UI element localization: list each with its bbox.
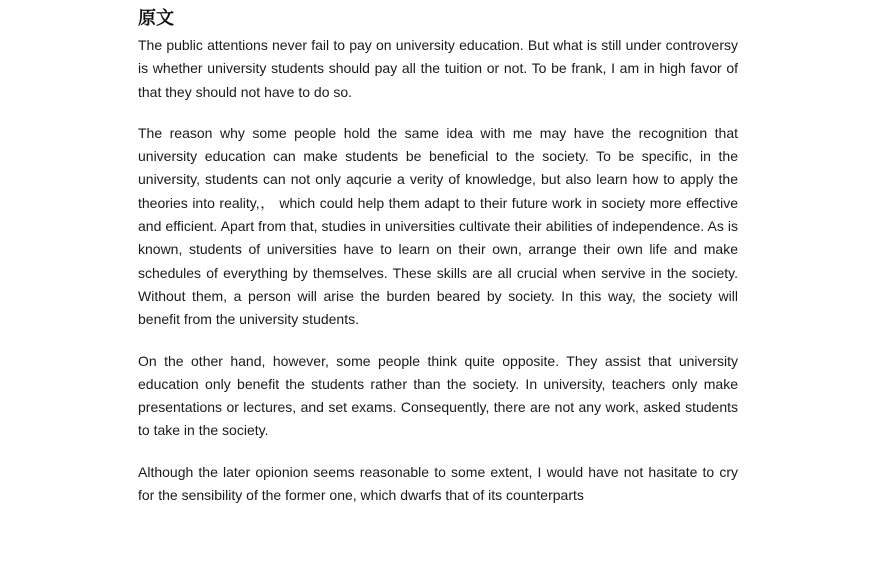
document-heading: 原文 [138, 8, 174, 29]
paragraph-intro: The public attentions never fail to pay on university education. But what is still under controversy is whether university students should pay all the tuition or not. To be frank, I am in high favor of that they should not have to do so. [138, 37, 738, 100]
document-body [138, 6, 738, 507]
paragraph-opposition: On the other hand, however, some people think quite opposite. They assist that university education only benefit the students rather than the society. In university, teachers only make presentations or lectures, and set exams. Consequently, there are not any work, asked students to take in the society. [138, 352, 738, 439]
paragraph-support: The reason why some people hold the same idea with me may have the recognition that university education can make students be beneficial to the society. To be specific, in the university, students can not only aqcurie a verity of knowledge, but also learn how to apply the theories into reality,， which could help them adapt to their future work in society more effective and efficient. Apart from that, studies in universities cultivate their abilities of independence. As is known, students of universities have to learn on their own, arrange their own life and make schedules of everything by themselves. These skills are all crucial when servive in the society. Without them, a person will arise the burden beared by society. In this way, the society will benefit from the university students. [138, 124, 738, 328]
paragraph-conclusion: Although the later opionion seems reasonable to some extent, I would have not hasitate to cry for the sensibility of the former one, which dwarfs that of its counterparts [138, 463, 738, 504]
